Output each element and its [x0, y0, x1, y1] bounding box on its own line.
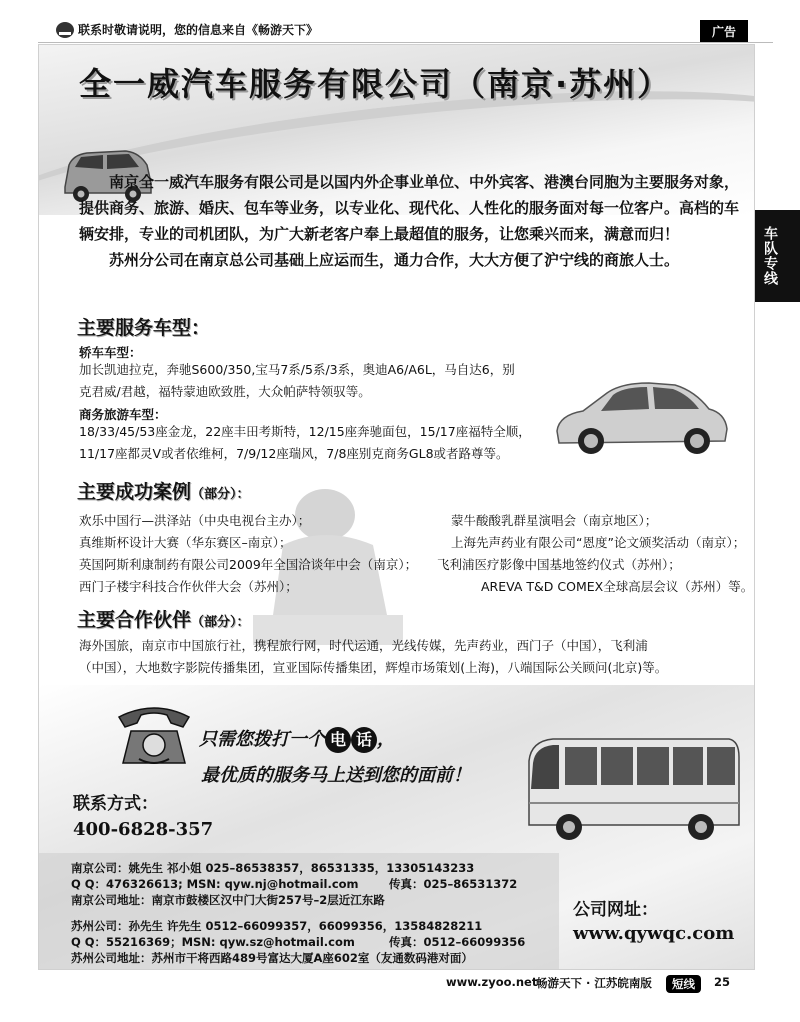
vehicles-heading: 主要服务车型：: [77, 317, 211, 339]
case-left-1: 欢乐中国行—洪泽站（中央电视台主办）；: [79, 513, 311, 528]
suzhou-contact: 苏州公司：孙先生 许先生 0512–66099357，66099356，13584828211: [71, 919, 483, 933]
case-right-3: 飞利浦医疗影像中国基地签约仪式（苏州）；: [437, 557, 681, 572]
partners-heading: 主要合作伙伴（部分）：: [77, 609, 250, 631]
section-side-tab: 车队专线: [740, 210, 800, 302]
footer-magazine: 畅游天下 · 江苏皖南版: [536, 976, 652, 990]
partners-list: [79, 635, 749, 679]
company-title: 全一威汽车服务有限公司（南京·苏州）: [79, 65, 672, 103]
telephone-icon: [109, 697, 199, 769]
company-intro: [79, 169, 751, 273]
slogan-line-1: 只需您拨打一个 电 话 ，: [199, 725, 395, 753]
nanjing-qq-msn: Q Q：476326613; MSN: qyw.nj@hotmail.com: [71, 877, 359, 891]
slogan-circle-hua: 话: [351, 727, 377, 753]
ad-tag: 广告: [700, 20, 748, 42]
suzhou-address: 苏州公司地址：苏州市干将西路489号富达大厦A座602室（友通数码港对面）: [71, 951, 473, 965]
magazine-logo-icon: [56, 22, 74, 38]
footer-section-tag: 短线: [666, 975, 701, 993]
nanjing-address: 南京公司地址：南京市鼓楼区汉中门大街257号–2层近江东路: [71, 893, 385, 907]
slogan-circle-dian: 电: [325, 727, 351, 753]
sedan-models: [79, 359, 559, 403]
bus-label: 商务旅游车型：: [79, 407, 167, 422]
case-right-4: AREVA T&D COMEX全球高层会议（苏州）等。: [481, 579, 754, 594]
case-left-4: 西门子楼宇科技合作伙伴大会（苏州）；: [79, 579, 298, 594]
intro-paragraph-1: 南京全一威汽车服务有限公司是以国内外企事业单位、中外宾客、港澳台同胞为主要服务对象，提供商务、旅游、婚庆、包车等业务，以专业化、现代化、人性化的服务面对每一位客户。高档的车辆安排，专业的司机团队，为广大新老客户奉上最超值的服务，让您乘兴而来，满意而归！: [79, 173, 740, 243]
coach-bus-image: [519, 733, 744, 853]
sedan-label: 轿车车型：: [79, 345, 142, 360]
sedan-line-2: 克君威/君越，福特蒙迪欧致胜，大众帕萨特领驭等。: [79, 384, 371, 399]
ad-frame: [38, 44, 755, 970]
cases-heading: 主要成功案例（部分）：: [77, 481, 250, 503]
contact-heading: 联系方式：: [73, 794, 158, 814]
bus-line-1: 18/33/45/53座金龙，22座丰田考斯特，12/15座奔驰面包，15/17座福特全顺，: [79, 424, 531, 439]
case-left-2: 真维斯杯设计大赛（华东赛区–南京）；: [79, 535, 292, 550]
website-label: 公司网址：: [573, 900, 658, 920]
suzhou-fax: 传真：0512–66099356: [389, 935, 526, 949]
bus-models: [79, 421, 549, 465]
website-url[interactable]: www.qywqc.com: [573, 923, 735, 944]
case-right-2: 上海先声药业有限公司“恩度”论文颁奖活动（南京）；: [451, 535, 746, 550]
nanjing-fax: 传真：025–86531372: [389, 877, 518, 891]
page-number: 25: [714, 975, 731, 989]
intro-paragraph-2: 苏州分公司在南京总公司基础上应运而生，通力合作，大大方便了沪宁线的商旅人士。: [109, 251, 680, 269]
nanjing-contact: 南京公司：姚先生 祁小姐 025–86538357，86531335，13305143233: [71, 861, 475, 875]
bus-line-2: 11/17座都灵V或者依维柯，7/9/12座瑞风，7/8座别克商务GL8或者路尊等。: [79, 446, 509, 461]
case-left-3: 英国阿斯利康制药有限公司2009年全国洽谈年中会（南京）；: [79, 557, 418, 572]
partners-line-2: （中国），大地数字影院传播集团，宣亚国际传播集团，辉煌市场策划(上海)，八端国际公关顾问(北京)等。: [79, 660, 668, 675]
suzhou-qq-msn: Q Q：55216369；MSN: qyw.sz@hotmail.com: [71, 935, 355, 949]
sedan-image: [549, 371, 731, 467]
source-note: 联系时敬请说明，您的信息来自《畅游天下》: [78, 23, 319, 37]
sedan-line-1: 加长凯迪拉克，奔驰S600/350,宝马7系/5系/3系，奥迪A6/A6L，马自达6，别: [79, 362, 515, 377]
case-right-1: 蒙牛酸酸乳群星演唱会（南京地区）；: [451, 513, 658, 528]
partners-line-1: 海外国旅，南京市中国旅行社，携程旅行网，时代运通，光线传媒，先声药业，西门子（中国），飞利浦: [79, 638, 648, 653]
slogan-line-2: 最优质的服务马上送到您的面前！: [201, 765, 471, 786]
hotline-number: 400-6828-357: [73, 819, 214, 840]
footer-url[interactable]: www.zyoo.net: [446, 975, 538, 989]
